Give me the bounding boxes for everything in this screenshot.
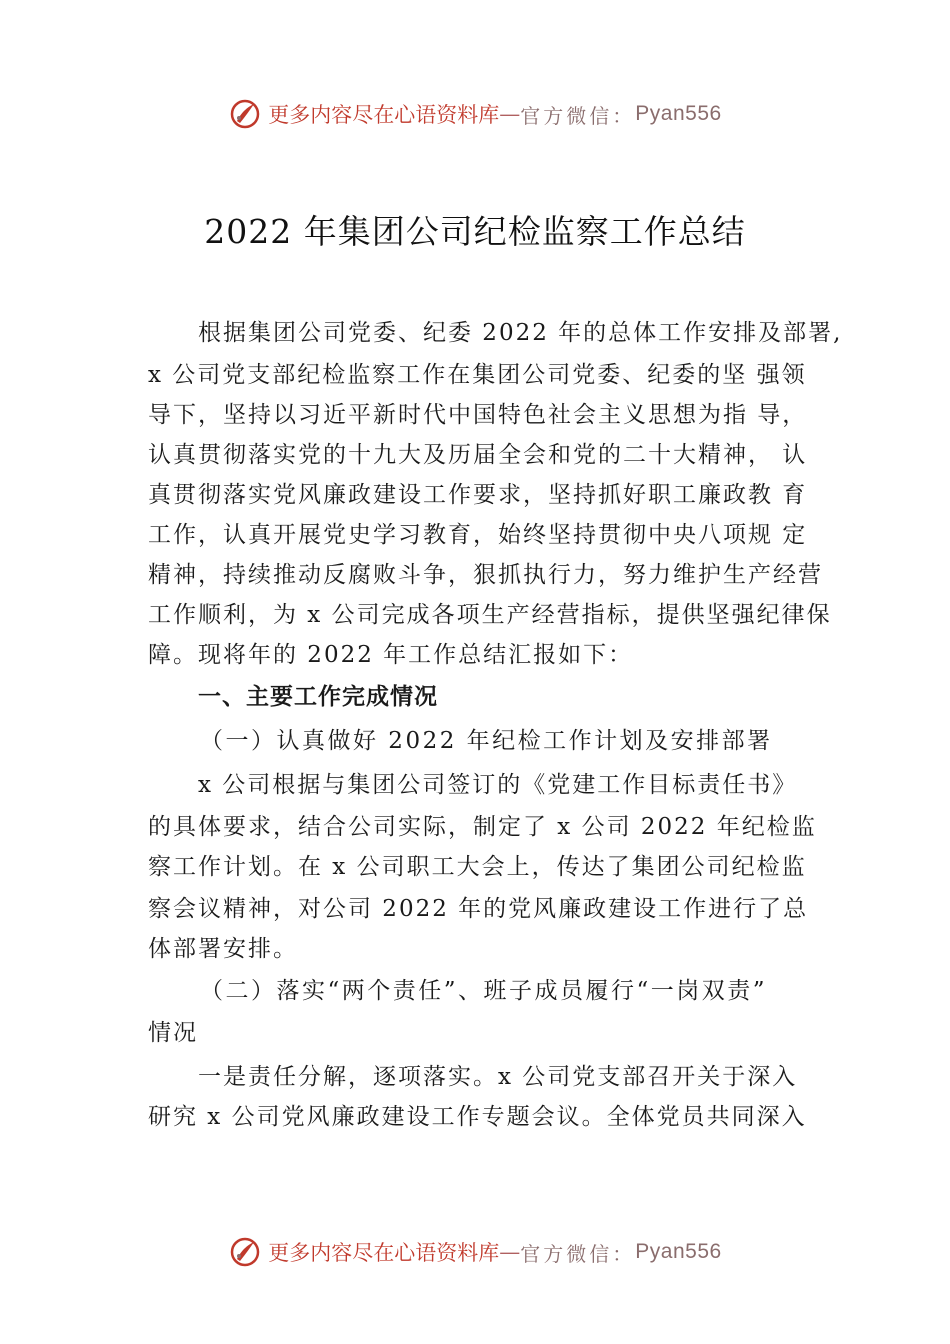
body-line: 导下，坚持以习近平新时代中国特色社会主义思想为指 导， <box>148 402 808 428</box>
watermark-banner-bottom <box>0 1232 950 1272</box>
body-line: x 公司根据与集团公司签订的《党建工作目标责任书》 <box>198 772 798 798</box>
watermark-official: 官方微信： <box>520 103 636 128</box>
brush-logo-icon <box>228 97 262 131</box>
watermark-dash: — <box>499 102 521 126</box>
body-line: 根据集团公司党委、纪委 2022 年的总体工作安排及部署, <box>198 320 843 346</box>
subsection-heading: （二）落实“两个责任”、班子成员履行“一岗双责” <box>200 978 768 1004</box>
body-line: x 公司党支部纪检监察工作在集团公司党委、纪委的坚 强领 <box>148 362 807 388</box>
watermark-wechat-id: Pyan556 <box>635 102 722 125</box>
body-line: 察工作计划。在 x 公司职工大会上，传达了集团公司纪检监 <box>148 854 807 880</box>
body-line: 察会议精神，对公司 2022 年的党风廉政建设工作进行了总 <box>148 896 809 922</box>
watermark-wechat-id: Pyan556 <box>635 1240 722 1263</box>
watermark-official: 官方微信： <box>520 1241 636 1266</box>
body-line: 真贯彻落实党风廉政建设工作要求，坚持抓好职工廉政教 育 <box>148 482 808 508</box>
body-line: 障。现将年的 2022 年工作总结汇报如下： <box>148 642 634 668</box>
subsection-heading: （一）认真做好 2022 年纪检工作计划及安排部署 <box>200 728 773 754</box>
body-line: 工作顺利，为 x 公司完成各项生产经营指标，提供坚强纪律保 <box>148 602 832 628</box>
body-line: 的具体要求，结合公司实际，制定了 x 公司 2022 年纪检监 <box>148 814 817 840</box>
watermark-banner-top <box>0 94 950 134</box>
section-heading: 一、主要工作完成情况 <box>198 684 438 710</box>
body-line: 认真贯彻落实党的十九大及历届全会和党的二十大精神， 认 <box>148 442 808 468</box>
body-line: 工作，认真开展党史学习教育，始终坚持贯彻中央八项规 定 <box>148 522 808 548</box>
body-line: 精神，持续推动反腐败斗争，狠抓执行力，努力维护生产经营 <box>148 562 823 588</box>
body-line: 情况 <box>148 1020 198 1046</box>
watermark-brand: 更多内容尽在心语资料库 <box>268 1241 500 1265</box>
body-line: 研究 x 公司党风廉政建设工作专题会议。全体党员共同深入 <box>148 1104 807 1130</box>
brush-logo-icon <box>228 1235 262 1269</box>
watermark-dash: — <box>499 1240 521 1264</box>
watermark-brand: 更多内容尽在心语资料库 <box>268 103 500 127</box>
body-line: 一是责任分解，逐项落实。x 公司党支部召开关于深入 <box>198 1064 798 1090</box>
body-line: 体部署安排。 <box>148 936 298 962</box>
document-title: 2022 年集团公司纪检监察工作总结 <box>204 212 746 251</box>
